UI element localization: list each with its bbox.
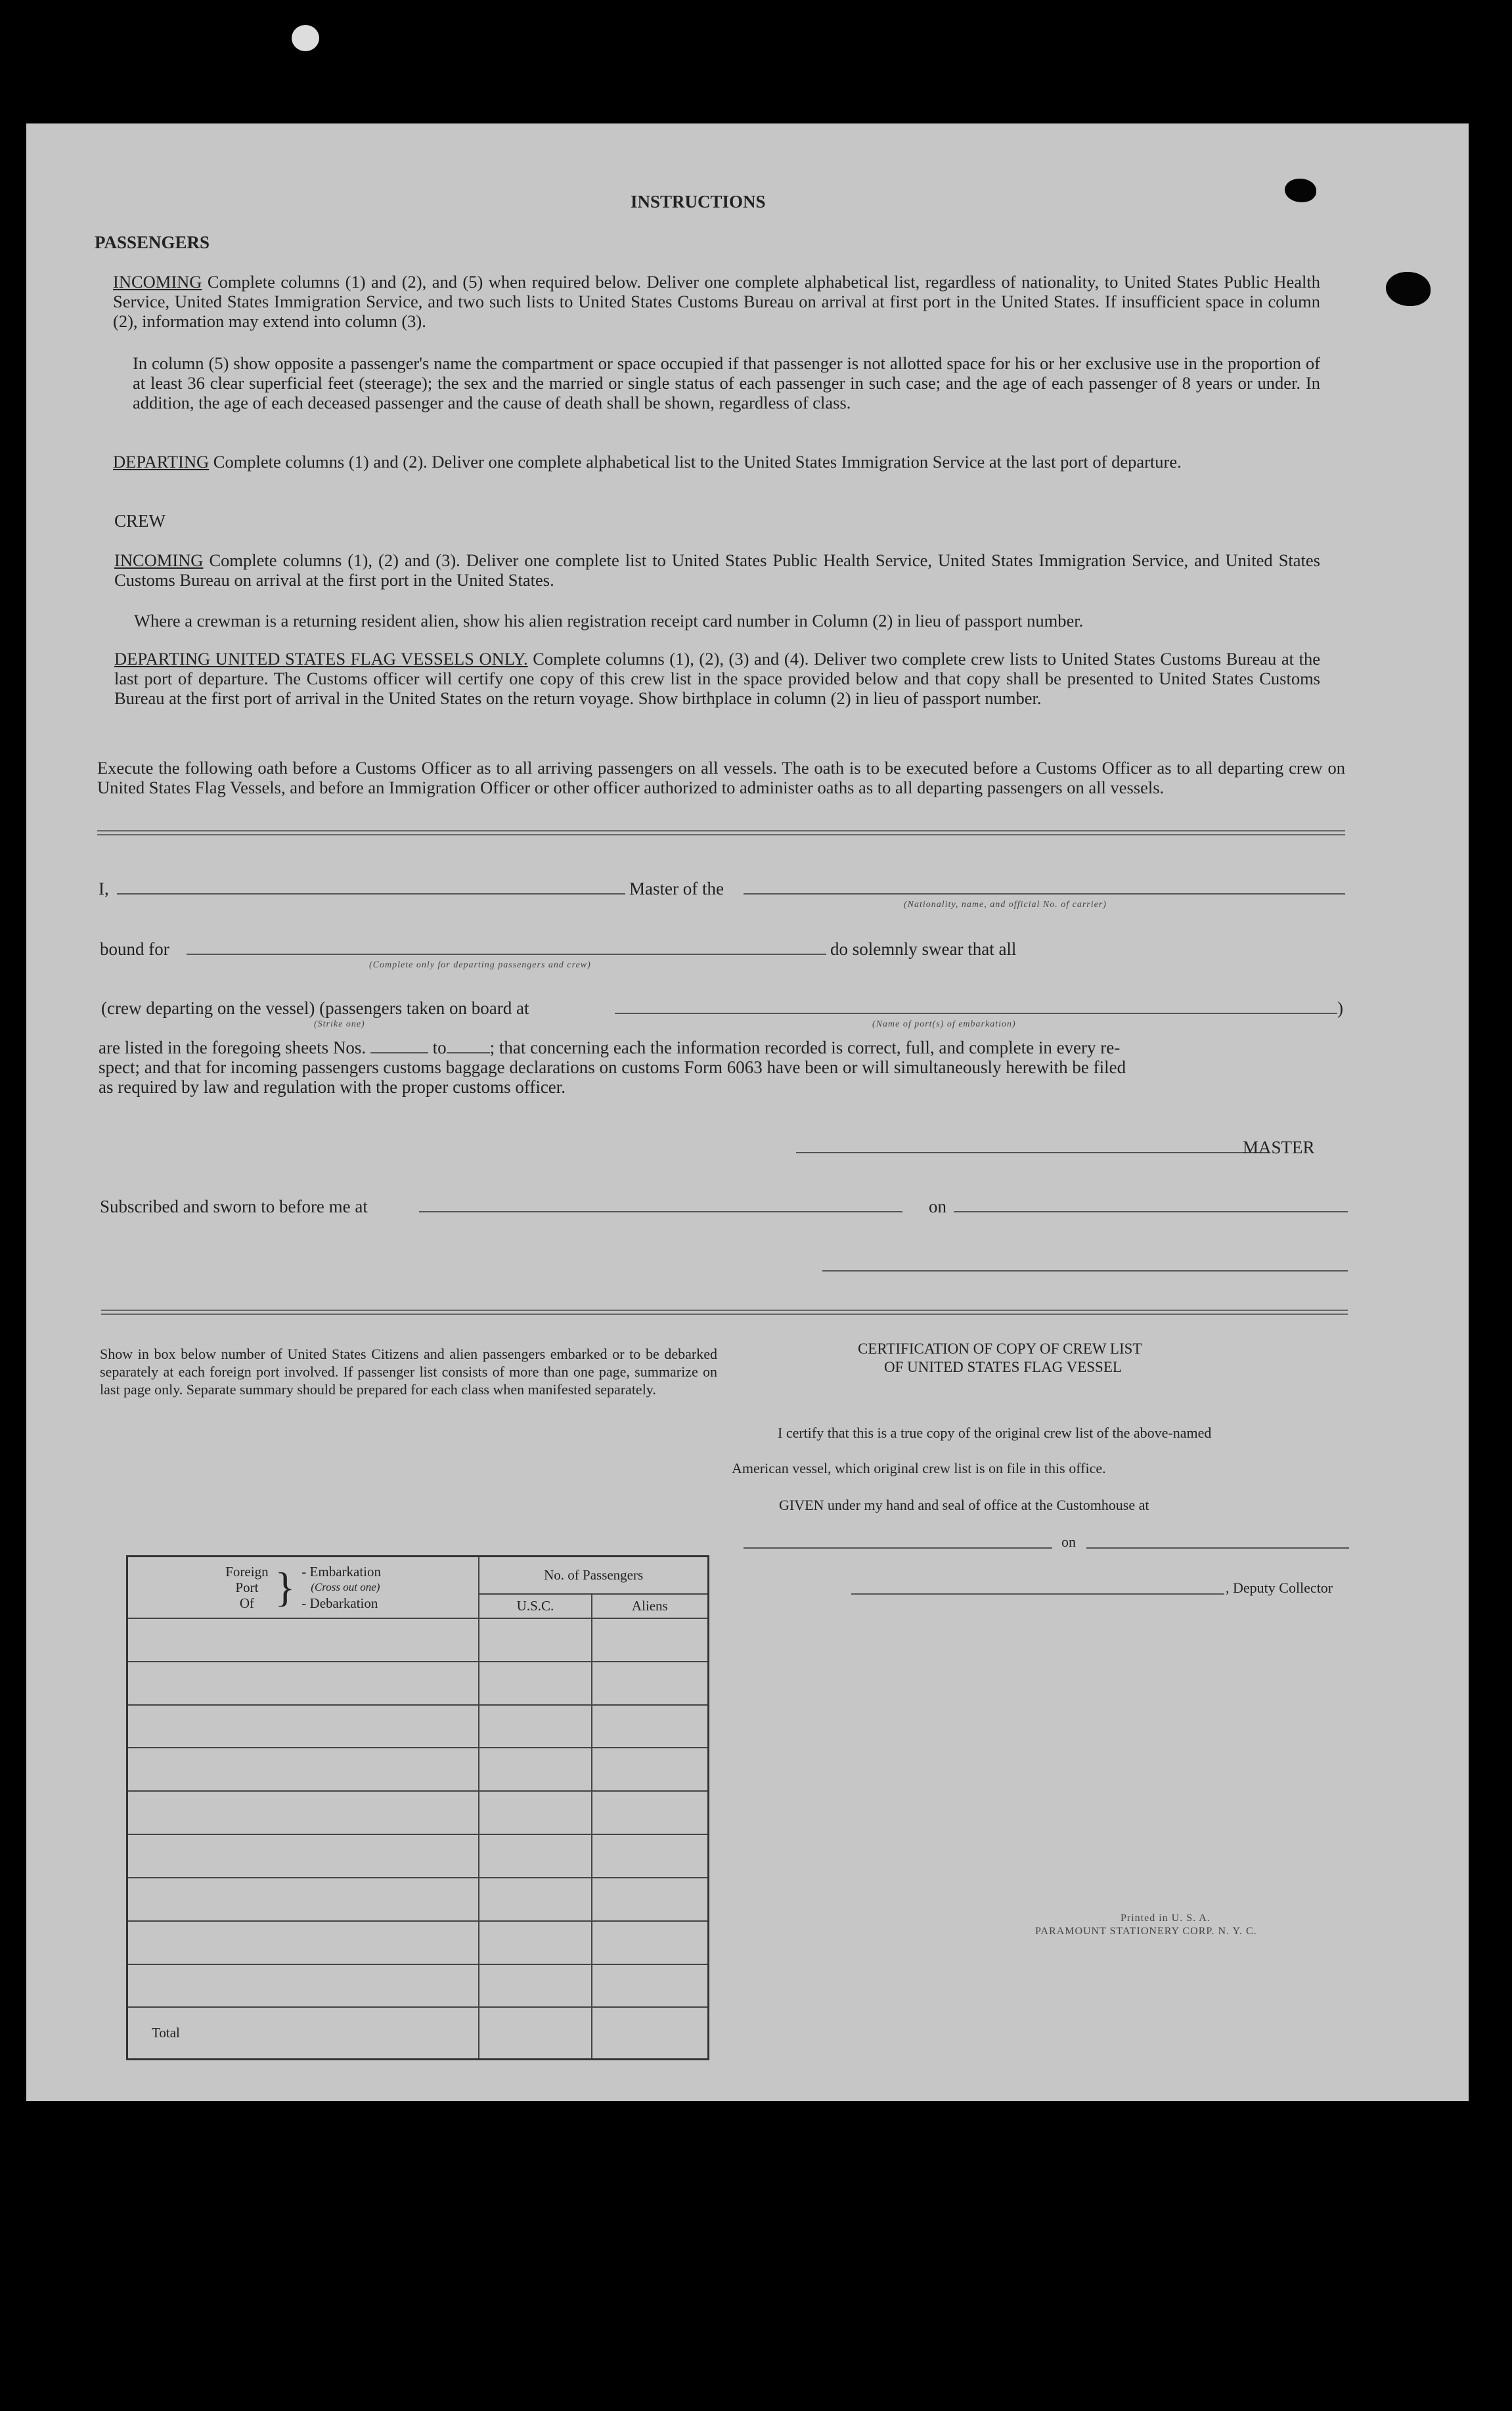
port-cell[interactable] bbox=[127, 1964, 479, 2008]
usc-cell[interactable] bbox=[479, 1878, 591, 1921]
usc-cell[interactable] bbox=[479, 1748, 591, 1791]
table-row bbox=[127, 1618, 709, 1662]
sheets-text-2: ; that concerning each the information recorded is correct, full, and complete in every re- bbox=[489, 1038, 1121, 1057]
passengers-incoming-paragraph bbox=[113, 272, 1320, 331]
usc-cell[interactable] bbox=[479, 1964, 591, 2008]
aliens-cell[interactable] bbox=[592, 1791, 709, 1834]
sworn-place-field[interactable] bbox=[419, 1211, 902, 1212]
oath-i-label: I, bbox=[99, 879, 109, 898]
crew-incoming-paragraph bbox=[114, 550, 1320, 590]
embarkation-label: - Embarkation bbox=[301, 1563, 382, 1580]
table-row bbox=[127, 1791, 709, 1834]
passengers-incoming-text: Complete columns (1) and (2), and (5) when required below. Deliver one complete alphabetical list, regardless of nationality, to United States Public Health Service, United States Immigration Service, and two such lists to United States Customs Bureau on arrival at first port in the United States. If insufficient space in column (2), information may extend into column (3). bbox=[113, 272, 1320, 331]
swear-label: do solemnly swear that all bbox=[826, 939, 1020, 959]
crew-departing-label: DEPARTING UNITED STATES FLAG VESSELS ONLY. bbox=[114, 649, 528, 669]
aliens-cell[interactable] bbox=[592, 1964, 709, 2008]
aliens-cell[interactable] bbox=[592, 1705, 709, 1748]
cert-on-label: on bbox=[1061, 1534, 1076, 1550]
printer-name: PARAMOUNT STATIONERY CORP. N. Y. C. bbox=[1035, 1926, 1257, 1937]
passengers-departing-text: Complete columns (1) and (2). Deliver one complete alphabetical list to the United States Immigration Service at the last port of departure. bbox=[209, 452, 1182, 472]
table-row bbox=[127, 1748, 709, 1791]
usc-total-cell[interactable] bbox=[479, 2007, 591, 2059]
bound-for-field[interactable] bbox=[187, 954, 843, 955]
port-cell[interactable] bbox=[127, 1618, 479, 1662]
embarkation-hint: (Name of port(s) of embarkation) bbox=[872, 1019, 1016, 1029]
master-signature-field[interactable] bbox=[796, 1152, 1269, 1153]
table-row bbox=[127, 1921, 709, 1964]
aliens-header: Aliens bbox=[592, 1594, 709, 1618]
divider bbox=[97, 830, 1345, 835]
port-label: Port bbox=[235, 1579, 259, 1595]
ink-blot bbox=[1285, 179, 1316, 202]
of-label: Of bbox=[239, 1595, 254, 1611]
port-cell[interactable] bbox=[127, 1878, 479, 1921]
sheets-to: to bbox=[432, 1038, 447, 1057]
sheets-text-4: as required by law and regulation with the proper customs officer. bbox=[99, 1077, 566, 1097]
crew-incoming-label: INCOMING bbox=[114, 550, 204, 570]
passengers-departing-paragraph bbox=[113, 452, 1320, 472]
certification-title-1: CERTIFICATION OF COPY OF CREW LIST bbox=[858, 1340, 1142, 1357]
master-name-field[interactable] bbox=[117, 893, 642, 895]
port-cell[interactable] bbox=[127, 1791, 479, 1834]
sheets-text-3: spect; and that for incoming passengers customs baggage declarations on customs Form 6063 have been or will simultaneously herewith be filed bbox=[99, 1057, 1126, 1077]
crew-heading: CREW bbox=[114, 511, 166, 531]
ink-blot bbox=[1386, 272, 1431, 306]
aliens-cell[interactable] bbox=[592, 1662, 709, 1705]
customhouse-field[interactable] bbox=[744, 1547, 1052, 1549]
close-paren: ) bbox=[1337, 998, 1343, 1018]
passengers-departing-label: DEPARTING bbox=[113, 452, 210, 472]
total-row bbox=[127, 2007, 709, 2059]
usc-cell[interactable] bbox=[479, 1791, 591, 1834]
port-cell[interactable] bbox=[127, 1921, 479, 1964]
port-cell[interactable] bbox=[127, 1834, 479, 1878]
crew-departing-paragraph bbox=[114, 649, 1320, 708]
deputy-signature-field[interactable] bbox=[851, 1593, 1224, 1595]
sheets-text-1: are listed in the foregoing sheets Nos. bbox=[99, 1038, 367, 1057]
aliens-total-cell[interactable] bbox=[592, 2007, 709, 2059]
debarkation-label: - Debarkation bbox=[301, 1595, 378, 1611]
certify-text-2: American vessel, which original crew list is on file in this office. bbox=[732, 1460, 1106, 1476]
officer-signature-field[interactable] bbox=[822, 1270, 1348, 1272]
printed-in-usa: Printed in U. S. A. bbox=[1121, 1913, 1211, 1924]
certify-text-1: I certify that this is a true copy of the original crew list of the above-named bbox=[778, 1425, 1212, 1441]
aliens-cell[interactable] bbox=[592, 1748, 709, 1791]
port-header bbox=[127, 1557, 479, 1618]
table-row bbox=[127, 1834, 709, 1878]
form-page bbox=[26, 123, 1469, 2101]
foreign-label: Foreign bbox=[225, 1563, 269, 1580]
cert-date-field[interactable] bbox=[1086, 1547, 1349, 1549]
sworn-date-field[interactable] bbox=[954, 1211, 1348, 1212]
aliens-cell[interactable] bbox=[592, 1834, 709, 1878]
crew-incoming-text: Complete columns (1), (2) and (3). Deliver one complete list to United States Public Health Service, United States Immigration Service, and United States Customs Bureau on arrival at the first port in the United States. bbox=[114, 550, 1320, 590]
usc-cell[interactable] bbox=[479, 1921, 591, 1964]
bound-for-hint: (Complete only for departing passengers and crew) bbox=[369, 960, 591, 970]
column5-paragraph: In column (5) show opposite a passenger's name the compartment or space occupied if that passenger is not allotted space for his or her exclusive use in the proportion of at least 36 clear superficial feet (steerage); the sex and the married or single status of each passenger in such case; and the age of each passenger of 8 years or under. In addition, the age of each deceased passenger and the cause of death shall be shown, regardless of class. bbox=[133, 353, 1320, 412]
table-row bbox=[127, 1878, 709, 1921]
crew-departing-label: (crew departing on the vessel) (passengers taken on board at bbox=[101, 998, 529, 1018]
strike-one-hint: (Strike one) bbox=[314, 1019, 365, 1029]
certification-title-2: OF UNITED STATES FLAG VESSEL bbox=[884, 1359, 1122, 1375]
brace-icon: } bbox=[275, 1563, 296, 1610]
deputy-label: , Deputy Collector bbox=[1226, 1580, 1333, 1596]
sworn-on-label: on bbox=[929, 1197, 946, 1216]
total-label: Total bbox=[127, 2007, 479, 2059]
aliens-cell[interactable] bbox=[592, 1618, 709, 1662]
master-label: MASTER bbox=[1243, 1138, 1315, 1157]
table-row bbox=[127, 1662, 709, 1705]
aliens-cell[interactable] bbox=[592, 1921, 709, 1964]
usc-cell[interactable] bbox=[479, 1834, 591, 1878]
given-text: GIVEN under my hand and seal of office at the Customhouse at bbox=[779, 1497, 1149, 1513]
box-instructions: Show in box below number of United States Citizens and alien passengers embarked or to be debarked separately at each foreign port involved. If passenger list consists of more than one page, summarize on last page only. Separate summary should be prepared for each class when manifested separately. bbox=[100, 1346, 717, 1398]
table-row bbox=[127, 1705, 709, 1748]
table-row bbox=[127, 1964, 709, 2008]
crew-departing-text: Complete columns (1), (2), (3) and (4). Deliver two complete crew lists to United States Customs Bureau at the last port of departure. The Customs officer will certify one copy of this crew list in the space provided below and that copy shall be presented to United States Customs Bureau at the first port of arrival in the United States on the return voyage. Show birthplace in column (2) in lieu of passport number. bbox=[114, 649, 1320, 708]
cross-out-label: (Cross out one) bbox=[311, 1580, 380, 1593]
usc-header: U.S.C. bbox=[479, 1594, 591, 1618]
usc-cell[interactable] bbox=[479, 1705, 591, 1748]
port-cell[interactable] bbox=[127, 1705, 479, 1748]
instructions-title: INSTRUCTIONS bbox=[631, 192, 766, 211]
oath-instruction: Execute the following oath before a Customs Officer as to all arriving passengers on all vessels. The oath is to be executed before a Customs Officer as to all departing crew on United States Flag Vessels, and before an Immigration Officer or other officer authorized to administer oaths as to all departing passengers on all vessels. bbox=[97, 758, 1345, 797]
port-cell[interactable] bbox=[127, 1748, 479, 1791]
passenger-summary-table bbox=[126, 1555, 709, 2060]
crew-resident-paragraph: Where a crewman is a returning resident alien, show his alien registration receipt card number in Column (2) in lieu of passport number. bbox=[134, 611, 1084, 630]
embarkation-port-field[interactable] bbox=[615, 1013, 1337, 1014]
passengers-incoming-label: INCOMING bbox=[113, 272, 202, 292]
carrier-hint: (Nationality, name, and official No. of carrier) bbox=[904, 900, 1107, 910]
master-of-the-label: Master of the bbox=[625, 879, 728, 898]
bound-for-label: bound for bbox=[100, 939, 169, 959]
punch-hole bbox=[292, 25, 319, 51]
passengers-heading: PASSENGERS bbox=[95, 232, 210, 252]
no-passengers-header: No. of Passengers bbox=[479, 1557, 708, 1594]
divider bbox=[101, 1310, 1348, 1315]
usc-cell[interactable] bbox=[479, 1662, 591, 1705]
sheets-label bbox=[99, 1038, 1120, 1057]
carrier-field[interactable] bbox=[744, 893, 1345, 895]
sheet-to-field[interactable] bbox=[447, 1052, 490, 1053]
usc-cell[interactable] bbox=[479, 1618, 591, 1662]
subscribed-label: Subscribed and sworn to before me at bbox=[100, 1197, 368, 1216]
aliens-cell[interactable] bbox=[592, 1878, 709, 1921]
sheet-from-field[interactable] bbox=[370, 1052, 428, 1053]
port-cell[interactable] bbox=[127, 1662, 479, 1705]
